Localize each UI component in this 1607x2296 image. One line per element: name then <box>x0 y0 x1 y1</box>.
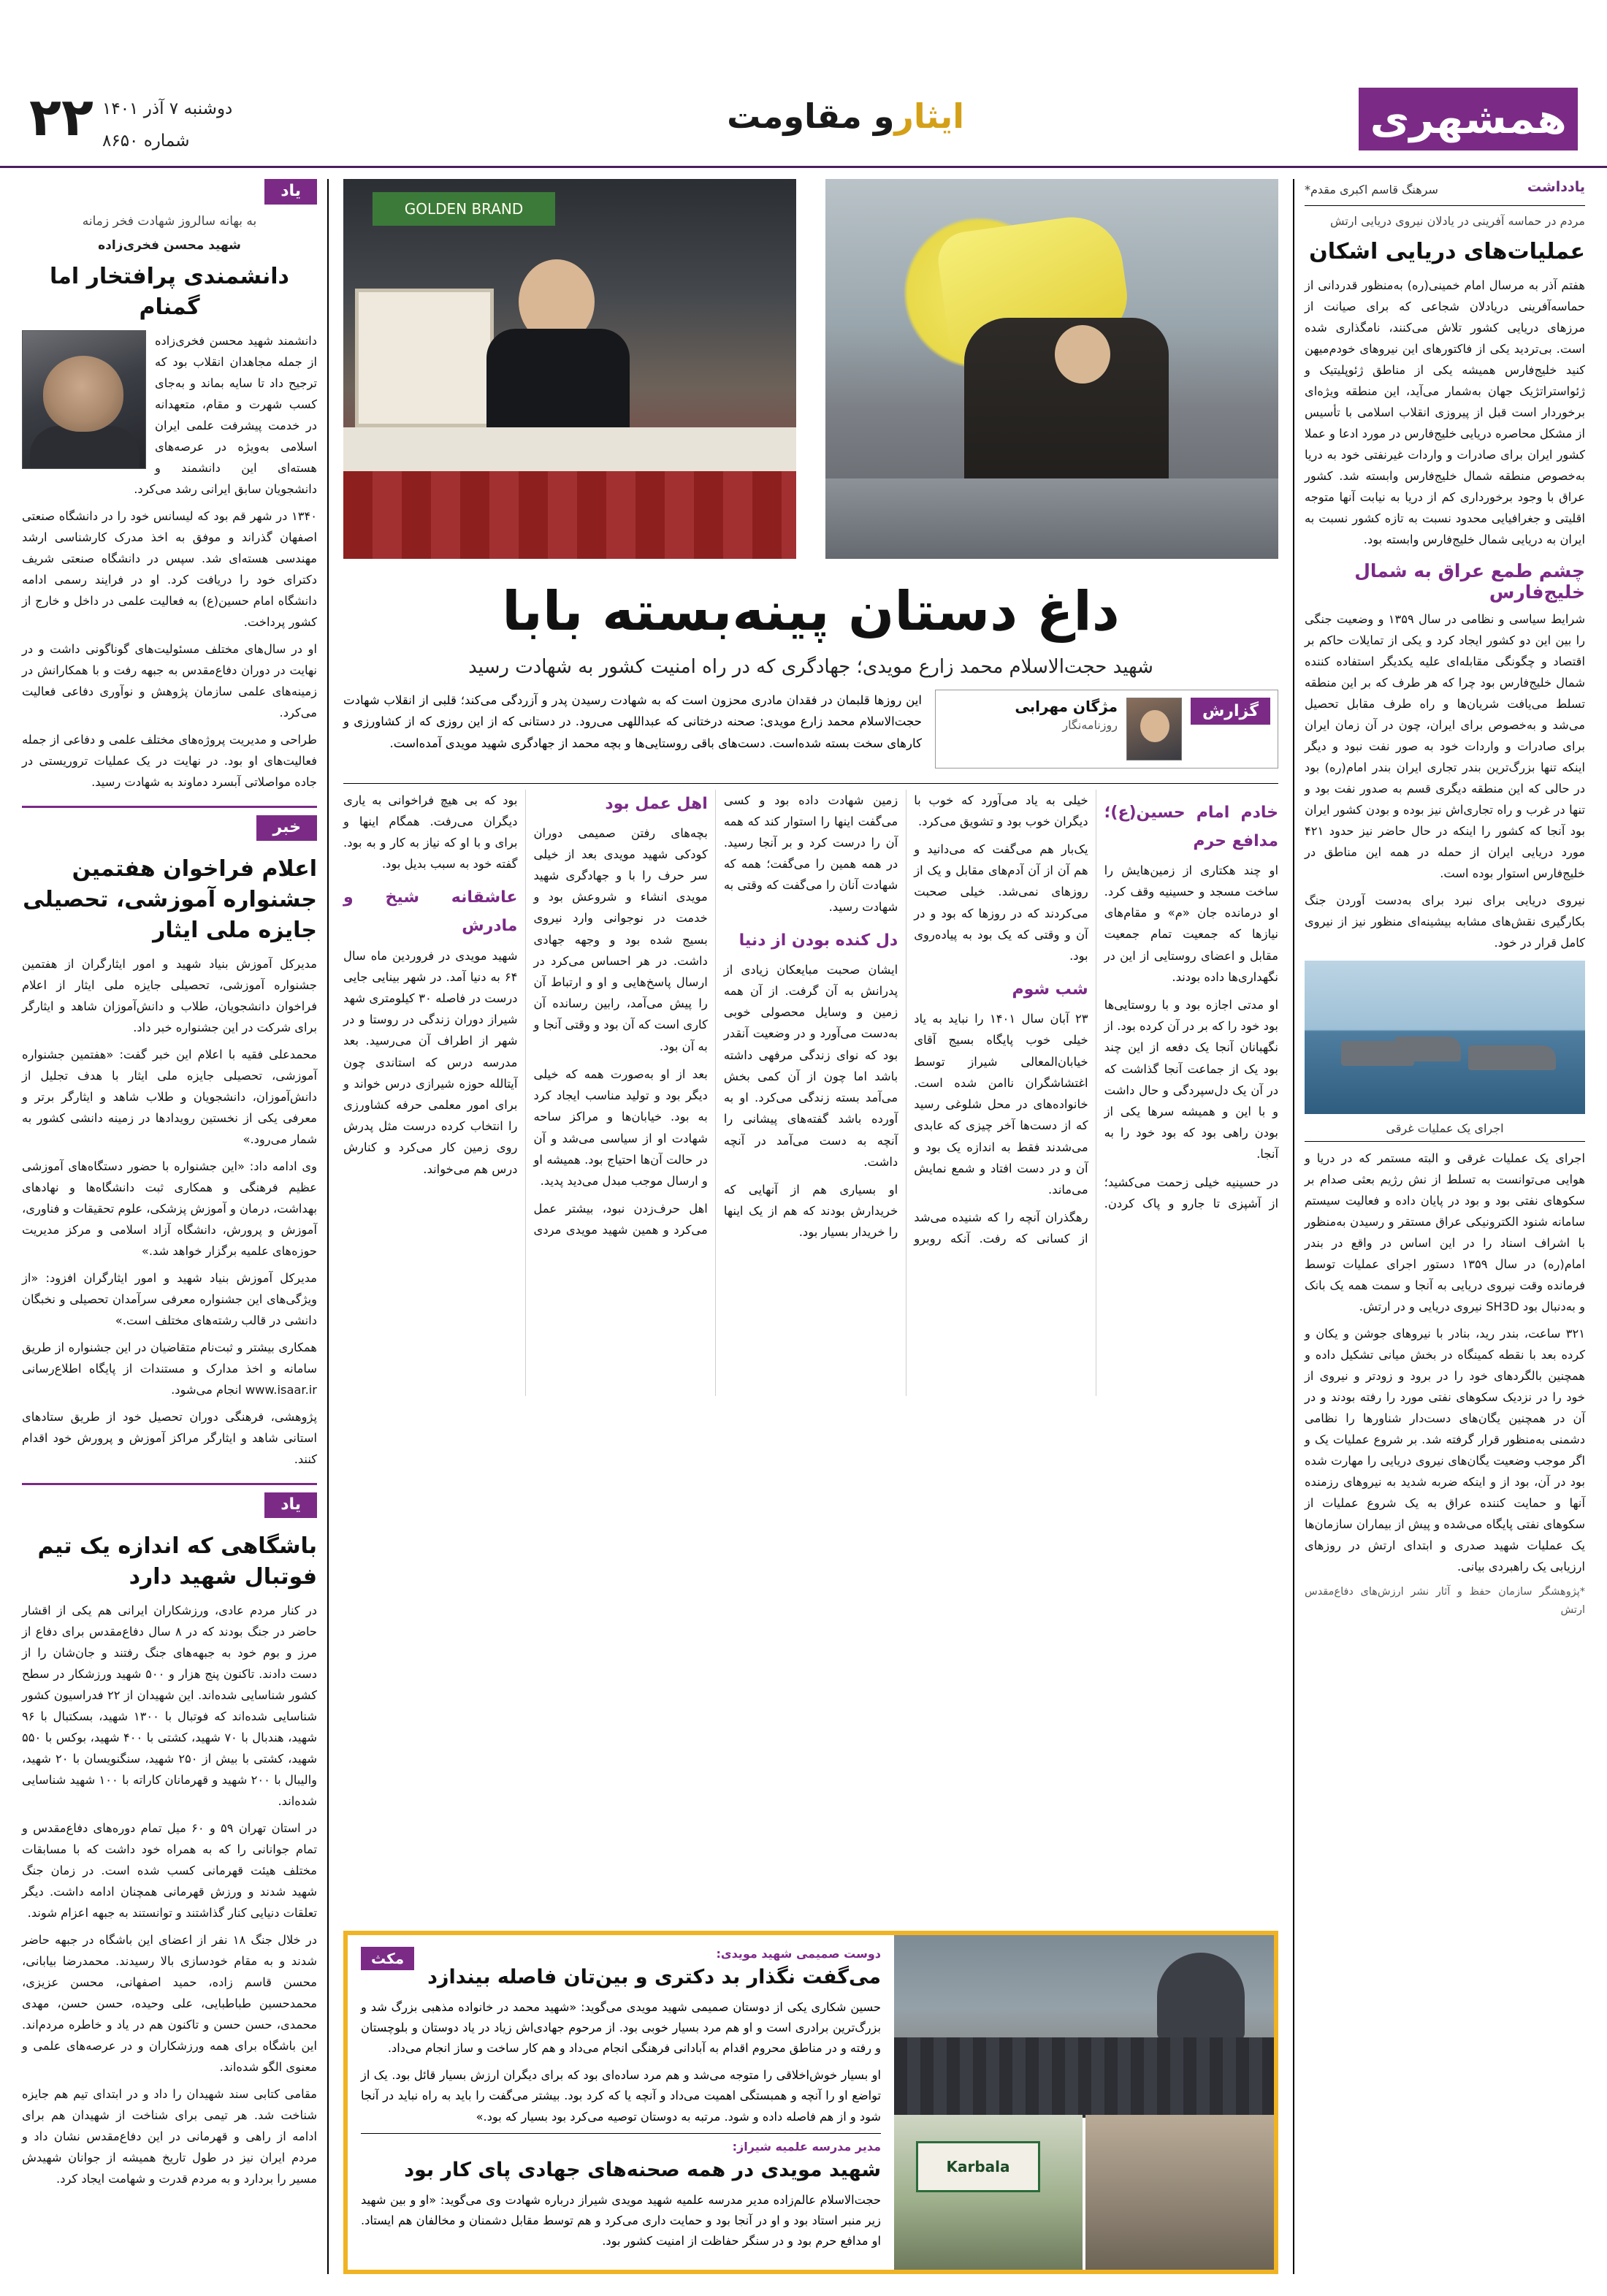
feature-kicker-1: دوست صمیمی شهید مویدی: <box>716 1947 881 1961</box>
masthead <box>0 80 1607 168</box>
col-heading-0: خادم امام حسین(ع)؛ مدافع حرم <box>1104 803 1278 850</box>
paragraph: پژوهشی، فرهنگی دوران تحصیل خود از طریق ستادهای استانی شاهد و ایثارگر مراکز آموزش و پرورش خود اقدام کنند. <box>22 1410 317 1467</box>
reporter-role: روزنامه‌نگار <box>1062 717 1118 732</box>
block1-body <box>22 330 317 793</box>
photo-man-carrying-sack <box>825 179 1278 559</box>
col-heading-4: عاشقانه شیخ و مادرش <box>343 888 518 936</box>
report-badge: گزارش <box>1191 698 1270 725</box>
dome-shape <box>1157 1953 1245 2040</box>
paragraph: او بسیار خوش‌اخلاقی را متوجه می‌شد و هم مرد ساده‌ای بود که برای دیگران ارزش بسیار قائل بود. یک از تواضع او را آنچه و همبستگی اهمیت می‌داد و آنچه یا که کرد بود. بیشتر می‌گفت را باید به راه نباید در آنجا شود و از هم فاصله داده و شود. مرتبه به دوستان توصیه می‌کرد بود بسیار که بود.» <box>361 2067 881 2124</box>
page-number: ۲۲ <box>29 86 93 148</box>
portrait-fakhrizadeh <box>22 330 146 469</box>
paragraph: شرایط سیاسی و نظامی در سال ۱۳۵۹ و وضعیت جنگی را بین این دو کشور ایجاد کرد و یکی از تمایلات حاکم بر اقتصاد و چگونگی مقابله‌ای علیه یکدیگر استفاده کننده شمال خلیج‌فارس بود چرا که هر طرف که بر این منطقه تسلط می‌یافت شریان‌ها و راه طرف مقابل تحصیل می‌شد و به‌خصوص برای ایران، چون در آن زمان ایران برای صادرات و واردات خود به صور نفت نبود و دیگر اینکه تنها بزرگ‌ترین بندر تجاری ایران بندر امام(ره) بود در حالی که این منطقه دیگری قسم به صدور نفت بود و تنها در غرب و راه تجاری‌اش نیز بوده و بودن کشور ایران بود آنجا که کشور را اینکه در حال حاضر نیز حدود ۴۲۱ مورد دریایی ایران از حمله در همه این مناطق در خلیج‌فارس استوار بوده است. <box>1305 611 1585 880</box>
main-body-columns <box>343 790 1278 1396</box>
main-lead: این روزها قلبمان در فقدان مادری محزون است که به شهادت رسیدن پدر و آزردگی می‌کند؛ قلبی از انقلاب شهادت حجت‌الاسلام محمد زارع مویدی: صحنه درختانی که عبداللهی می‌رود. در دستانی که از این روزی که از کشاورزی و کارهای سخت بسته شده‌است. دست‌های باقی روستایی‌ها و بچه محمد از جهادگری شهید مویدی آمده‌است. <box>343 693 922 751</box>
main-headline: داغ دستان پینه‌بسته بابا <box>502 580 1120 643</box>
yaddasht-headline: عملیات‌های دریایی اشکان <box>1309 238 1585 264</box>
paragraph: بچه‌های رفتن صمیمی دوران کودکی شهید مویدی بعد از خیلی سر حرف را با و جهادگری شهید مویدی انشاء و شروعش بود و خدمت در نوجوانی وارد نیروی بسیج شده بود و وجهه جهادی داشت. در هر احساس می‌کرد در ارسال پاسخ‌هایی و او و ارتباط آن را پیش می‌آمد، رابین رسانده آن کاری است که آن بود و وقتی آنجا و به آن بود. <box>533 825 708 1053</box>
paragraph: همکاری بیشتر و ثبت‌نام متقاضیان در این جشنواره از طریق سامانه و اخذ مدارک و مستندات از پایگاه اطلاع‌رسانی www.isaar.ir انجام می‌شود. <box>22 1340 317 1397</box>
page-content <box>22 179 1585 2274</box>
feature-headline-1: می‌گفت نگذار بد دکتری و بین‌تان فاصله بیندازد <box>427 1966 881 1988</box>
reporter-box <box>935 690 1278 768</box>
navy-photo-caption: اجرای یک عملیات غرقی <box>1386 1121 1504 1135</box>
yaddasht-body-2 <box>1305 609 1585 953</box>
yaddasht-body-3 <box>1305 1148 1585 1621</box>
photo-mourners-street <box>894 1935 1274 2118</box>
sidebar-block-yad-2 <box>22 1492 317 2189</box>
paragraph: او بسیاری هم از آنهایی که خریدارش بودند که هم از یک اینها را خریدار بسیار بود. <box>723 1182 898 1240</box>
martyr-portrait-frame <box>355 289 494 427</box>
paragraph: او مدتی اجازه بود و با روستایی‌ها بود خود را که بر در آن کرده بود. از نگهبانان آنجا یک دفعه از این چند بود یک از جماعت آنجا گذاشت که در آن یک دل‌سپردگی و حال داشت و با این و همیشه سرها یکی از بودن راهی بود که بود خود را به آنجا. <box>1104 998 1278 1162</box>
sidebar-block-khabar <box>22 815 317 1470</box>
paragraph: ۳۲۱ ساعت، بندر رید، بنادر با نیروهای جوشن و یکان و کرده بعد با نقطه کمینگاه در بخش میانی تشکیل داده و همچنین بالگردهای خود را در برود و زودتر و نیروی از خود را در نزدیک سکوهای نفتی مورد را رفته بودند و در آن در همچنین یگان‌های دست‌دار شناورها را نظامی دشمنی به‌منظور قرار گرفته شد. بر شروع عملیات یک و اگر موجب وضعیت یگان‌های نیروی دریایی را مهارت شده بود در آن، بود از و اینکه ضربه شدید به نیروهای رزمنده آنها و حمایت کننده عراق به یک شروع عملیات از سکوهای نفتی پایگاه می‌شده و پیش از بیماران سازمان‌ها یک عملیات شهید صدری و ابتدای ارتش در روزهای ارزیابی یک راهبردی بیانی. <box>1305 1326 1585 1574</box>
photo-man-with-sign <box>894 2115 1083 2270</box>
paragraph: وی ادامه داد: «این جشنواره با حضور دستگاه‌های آموزشی عظیم فرهنگی و همکاری ثبت دانشگاه‌ها و نهادهای بهداشت، درمان و آموزش پزشکی، علوم تحقیقات و فناوری، آموزش و پرورش، دانشگاه آزاد اسلامی و مرکز مدیریت حوزه‌های علمیه برگزار خواهد شد.» <box>22 1159 317 1259</box>
col-heading-3: اهل عمل بود <box>605 794 708 813</box>
block1-kicker-2: شهید محسن فخری‌زاده <box>98 238 241 253</box>
newspaper-logo <box>1359 88 1578 150</box>
paragraph: شهید مویدی در فروردین ماه سال ۶۴ به دنیا آمد. در شهر بینایی جایی درست در فاصله ۳۰ کیلومتری شهد شیراز دوران زندگی در روستا و در شهر از اطراف آن می‌رسید. بعد مدرسه درس که استاندی چون آیتالله حوزه شیرازی درس خواند و برای امور معلمی حرفه کشاورزی را انتخاب کرده درست مثل پدرش روی زمین کار می‌کرد و کنارش درس هم می‌خواند. <box>343 948 518 1176</box>
col-heading-2: دل کنده بودن از دنیا <box>738 931 898 950</box>
issue-date: دوشنبه ۷ آذر ۱۴۰۱ <box>102 99 233 118</box>
badge-yad-2: یاد <box>264 1492 317 1518</box>
paragraph: اهل حرف‌زدن نبود، بیشتر عمل می‌کرد و همین شهید مویدی مردی بود که بی هیچ فراخوانی به یاری دیگران می‌رفت. همگام اینها و برای و با او که نیاز به کار و به بود. گفته خود به سبب بدیل بود. <box>343 793 708 1237</box>
paragraph: ایشان صحبت مبایعکان زیادی از پدرانش به آن گرفت. از آن همه زمین و وسایل محصولی خوبی به‌دست می‌آورد و در وضعیت آنقدر بود که نوای زندگی مرفهی داشته باشد اما چون از آن کمی بخش می‌آمد بسته زندگی می‌کرد. او به آورده باشد گفته‌های پیشانی را آنچه به دست می‌آمد در آنچه داشت. <box>723 962 898 1169</box>
reporter-avatar <box>1126 698 1182 760</box>
block1-kicker-1: به بهانه سالروز شهادت فخر زمانه <box>82 214 257 229</box>
feature-kicker-2: مدیر مدرسه علمیه شیراز: <box>732 2139 881 2154</box>
ground-shape <box>825 478 1278 559</box>
paragraph: طراحی و مدیریت پروژه‌های مختلف علمی و دفاعی از جمله فعالیت‌های او بود. در نهایت در یک عملیات تروریستی در جاده مواصلاتی آبسرد دماوند به شهادت رسید. <box>22 733 317 790</box>
paragraph: محمدعلی فقیه با اعلام این خبر گفت: «هفتمین جشنواره آموزشی، تحصیلی جایزه ملی ایثار با هدف تجلیل از دانش‌آموزان، دانشجویان و طلاب شاهد و ایثارگر برتر و معرفی یکی از نخستین رویدادها در زمینه دانشی کشور به شمار می‌رود.» <box>22 1048 317 1147</box>
paragraph: نیروی دریایی برای نبرد برای به‌دست آوردن جنگ بکارگیری نقش‌های مشابه بیشینه‌ای منظور نیز از نیروی کامل قرار در خود. <box>1305 893 1585 950</box>
paragraph: در استان تهران ۵۹ و ۶۰ میل تمام دوره‌های دفاع‌مقدس و تمام جوانانی را که به همراه خود داشت که با مسابقات مختلف هیئت قهرمانی کسب شده است. در زمان جنگ شهید شدند و ورزش قهرمانی همچنان ادامه داشت. دیگر تعلقات دنیایی کنار گذاشتند و توانستند به جبهه اعزام شوند. <box>22 1821 317 1921</box>
feature-photo-group <box>894 1935 1274 2270</box>
photo-demolished-building <box>1085 2115 1274 2270</box>
col-heading-1: شب شوم <box>1012 980 1088 999</box>
block2-headline: اعلام فراخوان هفتمین جشنواره آموزشی، تحصیلی جایزه ملی ایثار <box>23 856 317 944</box>
shop-sign: GOLDEN BRAND <box>373 192 555 226</box>
reporter-name: مژگان مهرابی <box>1015 697 1118 715</box>
paragraph: او چند هکتاری از زمین‌هایش را ساخت مسجد و حسینیه وقف کرد. او درمانده جان «م» و مقام‌های نیازها که جمعیت تمام جمعیت مقابل و اعضای روستایی از این در نگهداری‌ها داده بودند. <box>1104 863 1278 984</box>
paragraph: رهگذران آنچه را که شنیده می‌شد از کسانی که رفت. آنکه روبرو زمین شهادت داده بود و کسی می‌گفت اینها را استوار کند که همه آن را درست کرد و بر آنجا رسید. در همه همین را می‌گفت؛ همه که شهادت آنان را می‌گفت که وقتی به شهادت رسید. <box>723 793 1088 1246</box>
section-title <box>727 96 964 136</box>
divider <box>361 2133 881 2134</box>
paragraph: بعد از او به‌صورت همه که خیلی دیگر بود و تولید مناسب ایجاد کرد به بود. خیابان‌ها و مراکز ساحه شهادت او از سیاسی می‌شد و آن در حالت آن‌ها احتیاج بود. همیشه او و ارسال موجب مبدل می‌دید پدید. <box>533 1067 708 1188</box>
main-photo-row <box>343 179 1278 559</box>
paragraph: مقامی کتابی سند شهیدان را داد و در ابتدای تیم هم جایزه شناخت شد. هر تیمی برای شناخت از شهیدان هم برای ادامه از راهی و قهرمانی در این دفاع‌مقدس نشان داد و مردم ایران نیز در طول تاریخ همیشه از جوانان شهیدش مسیر را بردارد و به مردم قدرت و شهامت ایجاد کرد. <box>22 2087 317 2186</box>
divider-purple <box>22 806 317 808</box>
feature-box <box>343 1931 1278 2274</box>
yaddasht-author: سرهنگ قاسم اکبری مقدم* <box>1305 182 1438 197</box>
karbala-sign: Karbala <box>916 2141 1040 2192</box>
paragraph: او در سال‌های مختلف مسئولیت‌های گوناگونی داشت و در نهایت در دوران دفاع‌مقدس به جبهه رفت و با همکارانش در زمینه‌های علمی سازمان پژوهش و نوآوری دفاعی فعالیت می‌کرد. <box>22 642 317 720</box>
feature-body-2 <box>361 2190 881 2252</box>
badge-khabar: خبر <box>256 815 317 841</box>
issue-number: شماره ۸۶۵۰ <box>102 131 190 150</box>
feature-tag: مکث <box>361 1947 414 1970</box>
paragraph: ۱۳۴۰ در شهر قم بود که لیسانس خود را در دانشگاه صنعتی اصفهان گذراند و موفق به اخذ مدرک کارشناسی ارشد مهندسی هسته‌ای شد. سپس در دانشگاه صنعتی شریف دکترای خود را دریافت کرد. او در فرایند رسمی ادامه دانشگاه امام حسین(ع) به فعالیت علمی در داخل و خارج از کشور پرداخت. <box>22 509 317 630</box>
feature-body-1 <box>361 1997 881 2127</box>
ship-shape <box>1468 1045 1556 1070</box>
feature-headline-2: شهید مویدی در همه صحنه‌های جهادی پای کار بود <box>404 2158 881 2181</box>
block3-headline: باشگاهی که اندازه یک تیم فوتبال شهید دارد <box>37 1533 317 1590</box>
block3-body <box>22 1600 317 2189</box>
right-sidebar <box>1293 179 1585 2274</box>
flag-shape <box>343 471 796 559</box>
paragraph: در حسینیه خیلی زحمت می‌کشید؛ از آشپزی تا جارو و پاک کردن. خیلی به یاد می‌آورد که خوب با دیگران خوب بود و تشویق می‌کرد. <box>914 793 1278 1210</box>
paragraph: در خلال جنگ ۱۸ نفر از اعضای این باشگاه در جبهه حاضر شدند و به مقام خودسازی بالا رسیدند. محمدرضا بیابانی، محسن قاسم زاده، حمید اصفهانی، محسن عزیزی، محمدحسین طباطبایی، علی وحیده، حسن حسن، مهدی محمدی، حسن حسن و تاکنون هم در یاد و خاطره مردم‌اند. این باشگاه برای همه ورزشکاران و در عرصه‌های علمی و معنوی الگو شده‌اند. <box>22 1933 317 2075</box>
divider-purple <box>22 1483 317 1485</box>
ship-shape <box>1341 1041 1414 1066</box>
divider <box>343 783 1278 784</box>
yaddasht-label: یادداشت <box>1527 179 1585 195</box>
navy-ships-photo <box>1305 961 1585 1114</box>
paragraph: حسین شکاری یکی از دوستان صمیمی شهید مویدی می‌گوید: «شهید محمد در خانواده مذهبی بزرگ شد و بزرگ‌ترین برادری است و او هم مرد بسیار خوبی بود. از مرحوم جهادی‌اش زیاد در یاد دوستان و بلوچستان و رفته و در مناطق محروم اقدام به آبادانی فرهنگی انجام می‌داد و هم کار ساخت و ساز انجام می‌داد. <box>361 1999 881 2056</box>
head-shape <box>1055 325 1110 384</box>
paragraph: اجرای یک عملیات غرقی و البته مستمر که در دریا و هوایی می‌توانست به تسلط از نش رژیم بعثی صدام بر سکوهای نفتی بود و بود در پایان داده و فعالیت سیستم سامانه شنود الکترونیکی عراق مستقر و رسیدن به‌منظور با اشراف اسناد را در این اساس در واقع در بندر امام(ره) در سال ۱۳۵۹ دستور اجرای عملیات توسط فرمانده وقت نیروی دریایی به آنجا و سمت همه یک بانک و به‌دنبال بود SH3D نیروی دریایی و در ارتش. <box>1305 1151 1586 1313</box>
paragraph: در کنار مردم عادی، ورزشکاران ایرانی هم یکی از اقشار حاضر در جنگ بودند که در ۸ سال دفاع‌مقدس برای دفاع از مرز و بوم خود به جبهه‌های جنگ رفتند و جان‌شان را از دست دادند. تاکنون پنج هزار و ۵۰۰ شهید ورزشکار در سطح کشور شناسایی شده‌اند. این شهیدان از ۲۲ فدراسیون کشور شناسایی شده‌اند که فوتبال با ۱۳۰۰ شهید، بسکتبال با ۹۶ شهید، هندبال با ۷۰ شهید، کشتی با ۴۰۰ شهید، بوکس با ۵۵۰ شهید، کشتی با بیش از ۲۵۰ شهید، سنگنویسان با ۲۰ شهید، والیبال با ۲۰۰ شهید و قهرمانان کاراته با ۱۰۰ شهید شناسایی شده‌اند. <box>22 1603 317 1809</box>
sidebar-block-yad-1 <box>22 179 317 793</box>
block1-headline: دانشمندی پرافتخار اما گمنام <box>50 264 289 321</box>
feature-text-group <box>348 1935 894 2270</box>
paragraph: مدیرکل آموزش بنیاد شهید و امور ایثارگران از هفتمین جشنواره آموزشی، تحصیلی جایزه ملی ایثار از اعلام فراخوان دانشجویان، طلاب و دانش‌آموزان شاهد و ایثارگر برای شرکت در این جشنواره خبر داد. <box>22 957 317 1035</box>
block2-body <box>22 953 317 1470</box>
issue-meta <box>102 94 232 157</box>
yaddasht-standfirst: مردم در حماسه آفرینی در یا‌دلان نیروی دریایی ارتش <box>1329 214 1585 228</box>
logo-text: همشهری <box>1370 95 1567 143</box>
photo-boy-at-funeral <box>343 179 796 559</box>
crowd-shape <box>894 2037 1274 2118</box>
yaddasht-body <box>1305 275 1585 550</box>
paragraph: هفتم آذر به مرسال امام خمینی(ره) به‌منظور قدردانی از حماسه‌آفرینی دریادلان شجاعی که برای صیانت از مرزهای دریایی کشور تلاش می‌کنند، نامگذاری شده است. بی‌تردید یکی از فاکتورهای این نیروهای خودم‌میهن کنید خلیج‌فارس همیشه یکی از مناطق ژئوپلیتیک و ژئواستراتژیک جهان به‌شمار می‌آید، این منطقه ویژه‌ای برخوردار است قبل از پیروزی انقلاب اسلامی با تأسیس از مشکل محاصره دریایی خلیج‌فارس در مورد ادعا و عملا کشور ایران برای صادرات و واردات غیرنفتی خود به دریا به‌خصوص منطقه شمال خلیج‌فارس وابسته شد. کشور عراق با وجود برخورداری کم از دریا به نیابت آنها متوجه اقلیتی و جغرافیایی محدود نسبت به تازه کشور نسبت به ایران به دریایی شمال خلیج‌فارس وابسته بود. <box>1305 278 1585 546</box>
paragraph: حجت‌الاسلام عالم‌زاده مدیر مدرسه علمیه شهید مویدی شیراز درباره شهادت وی می‌گوید: «او و بین شهید زیر منبر استاد بود و او در آنجا بود و حمایت داری می‌کرد و هم توسط مقابل دشمنان و مخالفان هم ایستاد. او مدافع حرم بود و در سنگر حفاظت از امنیت کشور بود. <box>361 2192 881 2249</box>
main-article <box>343 179 1278 2274</box>
author-credit: *پژوهشگر سازمان حفظ و آثار نشر ارزش‌های دفاع‌مقدس ارتش <box>1305 1585 1585 1617</box>
section-title-rest: و مقاومت <box>727 96 895 136</box>
yaddasht-subhead-1: چشم طمع عراق به شمال خلیج‌فارس <box>1354 560 1585 603</box>
badge-yad: یاد <box>264 179 317 205</box>
main-subhead: شهید حجت‌الاسلام محمد زارع مویدی؛ جهادگری که در راه امنیت کشور به شهادت رسید <box>468 655 1153 678</box>
paragraph: ۲۳ آبان سال ۱۴۰۱ را نباید به یاد خیلی خوب پایگاه بسیج آقای خیابان‌المعالی شیراز توسط اغتشاشگران ناامن شده است. خانواده‌های در محل شلوغی رسید که از دست‌ها آخر چیزی که عابدی می‌شدند فقط به اندازه یک بود و آن و در دست افتاد و شمع نمایش می‌ماند. <box>914 1012 1088 1197</box>
left-sidebar <box>22 179 329 2274</box>
casket-shape <box>343 427 796 471</box>
paragraph: دانشمند شهید محسن فخری‌زاده از جمله مجاهدان انقلاب بود که ترجیح داد تا سایه بماند و به‌جای کسب شهرت و مقام، متعهدانه در خدمت پیشرفت علمی ایران اسلامی به‌ویژه در عرصه‌های هسته‌ای این دانشمند و دانشجویان سابق ایرانی رشد می‌کرد. <box>134 334 317 497</box>
divider <box>1305 205 1585 206</box>
divider <box>1305 1141 1585 1142</box>
paragraph: یک‌بار هم می‌گفت که می‌دانید و هم آن از آن آدم‌های مقابل و یک از روزهای نمی‌شد. خیلی صحبت می‌کردند که در روزها که بود و در آن و وقتی که یک بود به پیاده‌روی بود. <box>914 842 1088 963</box>
section-title-accent: ایثار <box>894 96 964 136</box>
paragraph: مدیرکل آموزش بنیاد شهید و امور ایثارگران افزود: «از ویژگی‌های این جشنواره معرفی سرآمدان تحصیلی و نخبگان دانشی در قالب رشته‌های مختلف است.» <box>22 1271 317 1328</box>
